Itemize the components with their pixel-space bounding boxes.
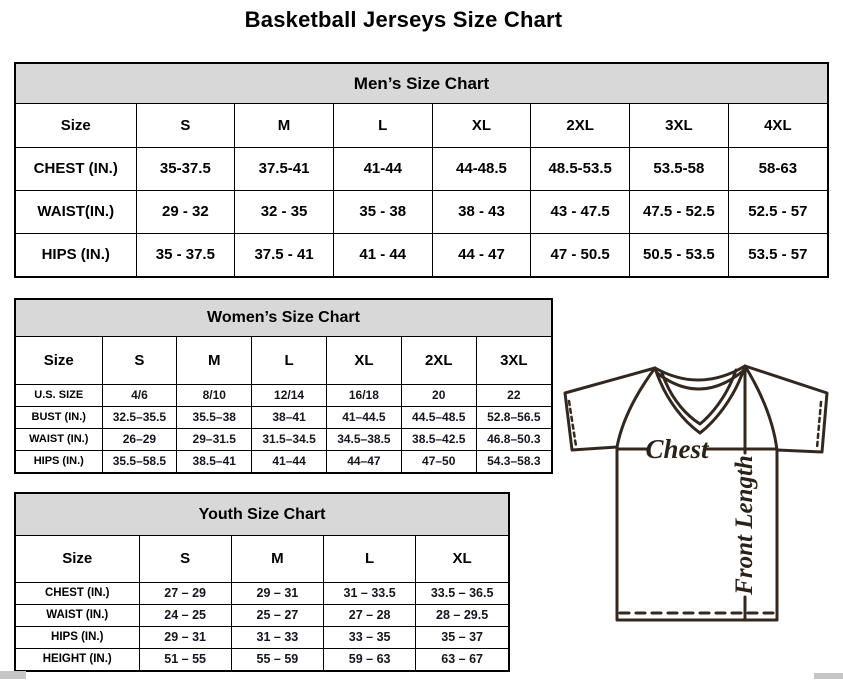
cell-value: 35.5–38 [177,406,252,428]
table-row [16,406,551,428]
row-label: WAIST(IN.) [16,190,136,233]
size-table [16,536,508,670]
column-header: XL [326,337,401,384]
cell-value: 53.5-58 [630,147,729,190]
cell-value: 8/10 [177,384,252,406]
table-row [16,582,508,604]
cell-value: 35 - 37.5 [136,233,235,276]
cell-value: 38–41 [252,406,327,428]
header-row [16,337,551,384]
table-row [16,147,827,190]
cell-value: 33 – 35 [324,626,416,648]
cell-value: 63 – 67 [416,648,508,670]
cell-value: 41 - 44 [333,233,432,276]
vneck-inner [662,370,736,424]
cell-value: 43 - 47.5 [531,190,630,233]
header-row [16,104,827,147]
table-row [16,626,508,648]
cell-value: 27 – 29 [139,582,231,604]
table-row [16,450,551,472]
column-header: L [333,104,432,147]
front-length-label: Front Length [731,455,758,595]
column-header: L [324,536,416,582]
cell-value: 20 [401,384,476,406]
cell-value: 34.5–38.5 [326,428,401,450]
right-cuff-dashed-line [817,402,821,448]
cell-value: 32 - 35 [235,190,334,233]
column-header: XL [416,536,508,582]
cell-value: 58-63 [728,147,827,190]
mens-chart-title: Men’s Size Chart [16,64,827,104]
cell-value: 41-44 [333,147,432,190]
youth-size-chart [14,492,510,672]
size-table [16,337,551,472]
row-label: CHEST (IN.) [16,582,139,604]
cell-value: 12/14 [252,384,327,406]
cell-value: 27 – 28 [324,604,416,626]
column-header: M [231,536,323,582]
cell-value: 38 - 43 [432,190,531,233]
youth-table-container [16,536,508,670]
cell-value: 31.5–34.5 [252,428,327,450]
row-label: HIPS (IN.) [16,233,136,276]
cell-value: 33.5 – 36.5 [416,582,508,604]
cell-value: 47.5 - 52.5 [630,190,729,233]
cell-value: 55 – 59 [231,648,323,670]
cell-value: 52.8–56.5 [476,406,551,428]
womens-table-container [16,337,551,472]
cell-value: 35-37.5 [136,147,235,190]
row-label: WAIST (IN.) [16,604,139,626]
cell-value: 51 – 55 [139,648,231,670]
cell-value: 29 – 31 [139,626,231,648]
cell-value: 44-48.5 [432,147,531,190]
row-label: U.S. SIZE [16,384,102,406]
cell-value: 29 - 32 [136,190,235,233]
row-label: HIPS (IN.) [16,450,102,472]
column-header: 3XL [476,337,551,384]
size-table [16,104,827,276]
cell-value: 44 - 47 [432,233,531,276]
table-row [16,428,551,450]
cell-value: 31 – 33.5 [324,582,416,604]
cell-value: 29–31.5 [177,428,252,450]
cell-value: 4/6 [102,384,177,406]
cell-value: 22 [476,384,551,406]
youth-chart-title: Youth Size Chart [16,494,508,536]
cell-value: 35.5–58.5 [102,450,177,472]
cell-value: 46.8–50.3 [476,428,551,450]
row-label: CHEST (IN.) [16,147,136,190]
cell-value: 24 – 25 [139,604,231,626]
cell-value: 37.5 - 41 [235,233,334,276]
column-header: M [177,337,252,384]
jersey-measurement-diagram [555,360,835,680]
column-header: Size [16,104,136,147]
column-header: XL [432,104,531,147]
cell-value: 32.5–35.5 [102,406,177,428]
row-label: HEIGHT (IN.) [16,648,139,670]
column-header: S [136,104,235,147]
cell-value: 53.5 - 57 [728,233,827,276]
mens-size-chart [14,62,829,278]
chest-label: Chest [645,434,709,464]
column-header: 2XL [401,337,476,384]
cell-value: 41–44 [252,450,327,472]
table-row [16,233,827,276]
column-header: L [252,337,327,384]
scrollbar-thumb-right[interactable] [814,673,843,679]
column-header: 4XL [728,104,827,147]
row-label: HIPS (IN.) [16,626,139,648]
table-row [16,648,508,670]
cell-value: 35 - 38 [333,190,432,233]
cell-value: 38.5–42.5 [401,428,476,450]
cell-value: 47 - 50.5 [531,233,630,276]
table-row [16,190,827,233]
cell-value: 54.3–58.3 [476,450,551,472]
column-header: 3XL [630,104,729,147]
cell-value: 44.5–48.5 [401,406,476,428]
column-header: S [139,536,231,582]
cell-value: 41–44.5 [326,406,401,428]
cell-value: 47–50 [401,450,476,472]
jersey-outline [565,366,827,620]
column-header: M [235,104,334,147]
cell-value: 28 – 29.5 [416,604,508,626]
row-label: BUST (IN.) [16,406,102,428]
table-row [16,384,551,406]
cell-value: 59 – 63 [324,648,416,670]
cell-value: 50.5 - 53.5 [630,233,729,276]
cell-value: 37.5-41 [235,147,334,190]
right-sleeve-seam [745,366,777,450]
page-title: Basketball Jerseys Size Chart [244,7,563,32]
womens-size-chart [14,298,553,474]
scrollbar-thumb-left[interactable] [0,671,26,679]
cell-value: 38.5–41 [177,450,252,472]
column-header: 2XL [531,104,630,147]
table-row [16,604,508,626]
cell-value: 29 – 31 [231,582,323,604]
cell-value: 52.5 - 57 [728,190,827,233]
cell-value: 16/18 [326,384,401,406]
cell-value: 26–29 [102,428,177,450]
column-header: S [102,337,177,384]
cell-value: 35 – 37 [416,626,508,648]
column-header: Size [16,536,139,582]
cell-value: 25 – 27 [231,604,323,626]
header-row [16,536,508,582]
column-header: Size [16,337,102,384]
mens-table-container [16,104,827,276]
cell-value: 31 – 33 [231,626,323,648]
cell-value: 44–47 [326,450,401,472]
womens-chart-title: Women’s Size Chart [16,300,551,337]
cell-value: 48.5-53.5 [531,147,630,190]
row-label: WAIST (IN.) [16,428,102,450]
